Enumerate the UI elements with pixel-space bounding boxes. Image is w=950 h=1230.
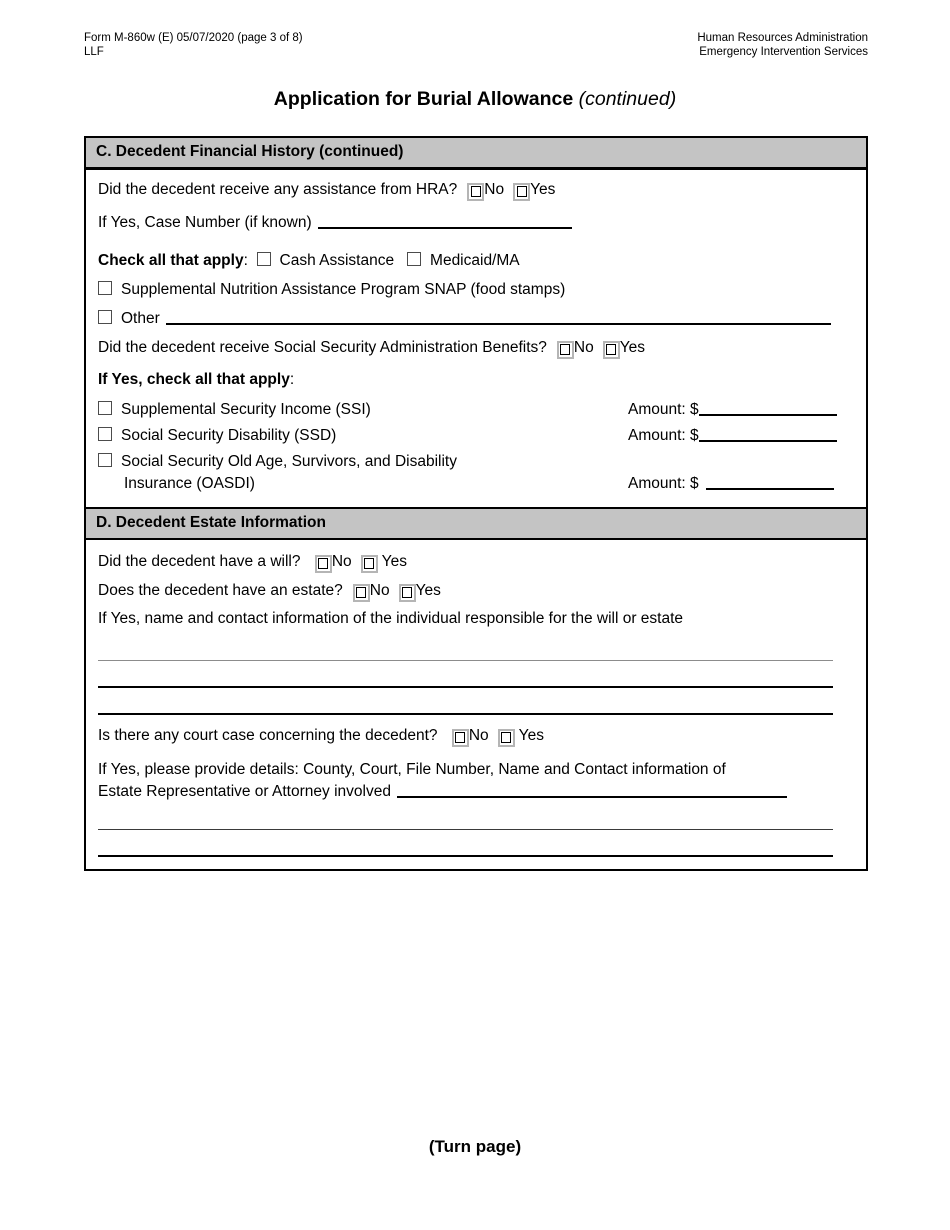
- ssa-question-label: Did the decedent receive Social Security Administration Benefits?: [98, 339, 547, 356]
- form-id-line1: Form M-860w (E) 05/07/2020 (page 3 of 8): [84, 32, 303, 44]
- cash-assistance-label: Cash Assistance: [279, 252, 395, 269]
- hra-yes-checkbox-inner: [517, 186, 527, 197]
- will-question-label: Did the decedent have a will?: [98, 553, 301, 570]
- snap-checkbox[interactable]: [98, 281, 112, 295]
- estate-contact-input-line-2[interactable]: [98, 686, 833, 688]
- oasdi-label-line1: Social Security Old Age, Survivors, and Disability: [121, 453, 457, 470]
- hra-question-row: [98, 179, 854, 201]
- check-all-row: [98, 250, 854, 272]
- other-input-line[interactable]: [166, 310, 831, 325]
- ssi-amount-input-line[interactable]: [699, 401, 837, 416]
- ssd-row: [98, 425, 854, 447]
- if-yes-check-row: [98, 369, 854, 391]
- agency-line2: Emergency Intervention Services: [699, 45, 868, 58]
- section-d-body: [86, 540, 866, 869]
- estate-no-checkbox[interactable]: [353, 584, 370, 602]
- court-details-row: [98, 759, 854, 803]
- medicaid-checkbox[interactable]: [407, 252, 421, 266]
- oasdi-label-line2: Insurance (OASDI): [124, 475, 255, 492]
- court-no-checkbox-inner: [455, 732, 465, 743]
- oasdi-amount-input-line[interactable]: [706, 475, 834, 490]
- section-c-header: C. Decedent Financial History (continued): [86, 138, 866, 170]
- case-number-row: [98, 212, 854, 234]
- check-all-label: Check all that apply: [98, 252, 244, 269]
- estate-no-label: No: [369, 582, 390, 599]
- other-label: Other: [121, 310, 160, 327]
- estate-contact-input-line-3[interactable]: [98, 713, 833, 715]
- court-question-label: Is there any court case concerning the decedent?: [98, 727, 438, 744]
- form-box: [84, 136, 868, 871]
- estate-question-row: [98, 580, 854, 602]
- ssa-no-label: No: [573, 339, 594, 356]
- page-title-main: Application for Burial Allowance: [273, 88, 574, 110]
- estate-contact-input-line-1[interactable]: [98, 660, 833, 661]
- hra-yes-checkbox[interactable]: [513, 183, 530, 201]
- snap-label: Supplemental Nutrition Assistance Program SNAP (food stamps): [121, 281, 566, 298]
- ssd-amount-input-line[interactable]: [699, 427, 837, 442]
- ssa-no-checkbox-inner: [560, 344, 570, 355]
- court-details-line2: Estate Representative or Attorney involved: [98, 783, 391, 800]
- will-no-checkbox[interactable]: [315, 555, 332, 573]
- oasdi-row: [98, 451, 854, 495]
- court-yes-label: Yes: [518, 727, 544, 744]
- ssi-row: [98, 399, 854, 421]
- court-no-checkbox[interactable]: [452, 729, 469, 747]
- estate-yes-checkbox[interactable]: [399, 584, 416, 602]
- estate-contact-label: If Yes, name and contact information of the individual responsible for the will or estate: [98, 610, 684, 627]
- hra-no-checkbox-inner: [471, 186, 481, 197]
- agency-block: [697, 32, 868, 59]
- page-header: [84, 32, 868, 59]
- ssi-label: Supplemental Security Income (SSI): [121, 401, 371, 418]
- form-id-block: [84, 32, 303, 59]
- will-yes-checkbox[interactable]: [361, 555, 378, 573]
- will-yes-checkbox-inner: [364, 558, 374, 569]
- oasdi-checkbox[interactable]: [98, 453, 112, 467]
- ssa-yes-label: Yes: [619, 339, 646, 356]
- will-yes-label: Yes: [381, 553, 407, 570]
- will-no-label: No: [331, 553, 352, 570]
- estate-no-checkbox-inner: [356, 587, 366, 598]
- other-checkbox[interactable]: [98, 310, 112, 324]
- case-number-input-line[interactable]: [318, 214, 572, 229]
- snap-row: [98, 279, 854, 301]
- hra-question-label: Did the decedent receive any assistance from HRA?: [98, 181, 458, 198]
- section-d-header: D. Decedent Estate Information: [86, 507, 866, 540]
- ssa-yes-checkbox-inner: [606, 344, 616, 355]
- if-yes-check-label: If Yes, check all that apply: [98, 371, 290, 388]
- estate-yes-label: Yes: [415, 582, 441, 599]
- will-question-row: [98, 551, 854, 573]
- estate-question-label: Does the decedent have an estate?: [98, 582, 343, 599]
- oasdi-line1: [98, 453, 457, 470]
- court-yes-checkbox[interactable]: [498, 729, 515, 747]
- section-c-body: [86, 170, 866, 507]
- cash-assistance-checkbox[interactable]: [257, 252, 271, 266]
- form-id-line2: LLF: [84, 45, 104, 58]
- turn-page-note: (Turn page): [428, 1137, 522, 1156]
- court-yes-checkbox-inner: [501, 732, 511, 743]
- ssa-question-row: [98, 337, 854, 359]
- court-no-label: No: [468, 727, 489, 744]
- estate-yes-checkbox-inner: [402, 587, 412, 598]
- court-details-input-line-2[interactable]: [98, 829, 833, 830]
- ssd-amount-label: Amount: $: [628, 427, 699, 444]
- court-details-line1: If Yes, please provide details: County, Court, File Number, Name and Contact information of: [98, 761, 726, 778]
- oasdi-amount-label: Amount: $: [628, 475, 699, 492]
- ssi-checkbox[interactable]: [98, 401, 112, 415]
- ssi-amount-label: Amount: $: [628, 401, 699, 418]
- medicaid-label: Medicaid/MA: [430, 252, 520, 269]
- will-no-checkbox-inner: [318, 558, 328, 569]
- case-number-label: If Yes, Case Number (if known): [98, 214, 312, 231]
- hra-yes-label: Yes: [530, 181, 556, 198]
- page-title: [0, 88, 950, 111]
- ssa-no-checkbox[interactable]: [557, 341, 574, 359]
- agency-line1: Human Resources Administration: [697, 32, 868, 44]
- ssd-checkbox[interactable]: [98, 427, 112, 441]
- hra-no-checkbox[interactable]: [467, 183, 484, 201]
- court-question-row: [98, 725, 854, 747]
- estate-contact-label-row: [98, 608, 854, 630]
- court-details-input-line-3[interactable]: [98, 855, 833, 857]
- ssd-label: Social Security Disability (SSD): [121, 427, 337, 444]
- hra-no-label: No: [484, 181, 505, 198]
- if-yes-check-colon: :: [289, 371, 295, 388]
- check-all-colon: :: [243, 252, 248, 269]
- other-row: [98, 308, 854, 330]
- ssa-yes-checkbox[interactable]: [603, 341, 620, 359]
- page-title-suffix: (continued): [578, 88, 677, 110]
- court-details-input-line[interactable]: [397, 783, 787, 798]
